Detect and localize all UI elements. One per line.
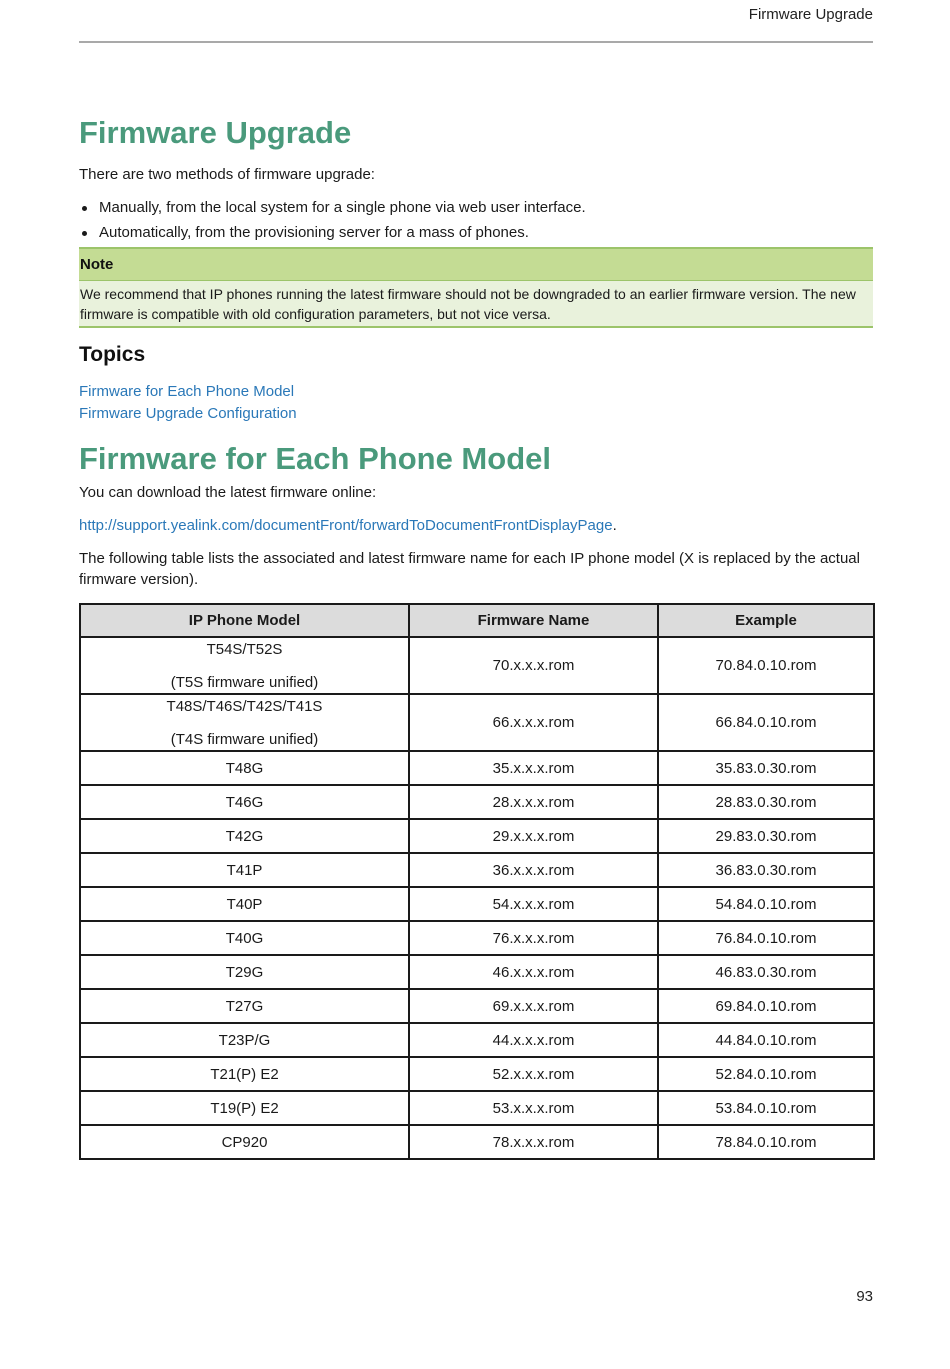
- firmware-cell: 28.x.x.x.rom: [409, 785, 658, 819]
- bullet-icon: [82, 206, 87, 211]
- document-page: [79, 0, 873, 1369]
- running-header: Firmware Upgrade: [748, 6, 873, 23]
- example-cell: 44.84.0.10.rom: [658, 1023, 874, 1057]
- example-cell: 66.84.0.10.rom: [658, 694, 874, 751]
- table-row: [80, 887, 874, 921]
- model-name: T48S/T46S/T42S/T41S: [166, 697, 323, 715]
- note-text: We recommend that IP phones running the latest firmware should not be downgraded to an earlier firmware version. The new firmware is compatible with old configuration parameters, but not vice versa.: [79, 281, 873, 326]
- model-cell: [80, 637, 409, 694]
- page-number: 93: [856, 1288, 873, 1305]
- example-cell: 76.84.0.10.rom: [658, 921, 874, 955]
- example-cell: 46.83.0.30.rom: [658, 955, 874, 989]
- table-row: [80, 819, 874, 853]
- section-title-firmware-for-each-phone-model: Firmware for Each Phone Model: [79, 441, 551, 476]
- table-row: [80, 1057, 874, 1091]
- example-cell: 54.84.0.10.rom: [658, 887, 874, 921]
- column-header-model: IP Phone Model: [80, 604, 409, 637]
- firmware-cell: 35.x.x.x.rom: [409, 751, 658, 785]
- table-row: [80, 751, 874, 785]
- topic-link-firmware-for-each-phone-model[interactable]: Firmware for Each Phone Model: [79, 383, 295, 400]
- model-cell: T48G: [80, 751, 409, 785]
- table-row: [80, 989, 874, 1023]
- example-cell: 78.84.0.10.rom: [658, 1125, 874, 1159]
- table-row: [80, 955, 874, 989]
- firmware-cell: 52.x.x.x.rom: [409, 1057, 658, 1091]
- firmware-cell: 53.x.x.x.rom: [409, 1091, 658, 1125]
- header-rule: [79, 41, 873, 43]
- model-cell: T29G: [80, 955, 409, 989]
- firmware-cell: 44.x.x.x.rom: [409, 1023, 658, 1057]
- model-cell: [80, 694, 409, 751]
- example-cell: 70.84.0.10.rom: [658, 637, 874, 694]
- model-cell: T41P: [80, 853, 409, 887]
- table-row: [80, 1091, 874, 1125]
- example-cell: 69.84.0.10.rom: [658, 989, 874, 1023]
- download-url-paragraph: [79, 515, 617, 536]
- column-header-example: Example: [658, 604, 874, 637]
- table-row: [80, 1023, 874, 1057]
- list-item-text: Automatically, from the provisioning server for a mass of phones.: [99, 224, 529, 241]
- table-row: [80, 853, 874, 887]
- model-cell: CP920: [80, 1125, 409, 1159]
- table-row: [80, 785, 874, 819]
- intro-paragraph: There are two methods of firmware upgrade:: [79, 166, 375, 183]
- download-url-link[interactable]: http://support.yealink.com/documentFront/forwardToDocumentFrontDisplayPage: [79, 517, 613, 534]
- download-paragraph: You can download the latest firmware online:: [79, 484, 377, 501]
- model-cell: T23P/G: [80, 1023, 409, 1057]
- example-cell: 28.83.0.30.rom: [658, 785, 874, 819]
- list-item-text: Manually, from the local system for a single phone via web user interface.: [99, 199, 586, 216]
- firmware-cell: 78.x.x.x.rom: [409, 1125, 658, 1159]
- model-cell: T21(P) E2: [80, 1057, 409, 1091]
- model-note: (T4S firmware unified): [170, 730, 319, 748]
- topic-link-firmware-upgrade-configuration[interactable]: Firmware Upgrade Configuration: [79, 405, 297, 422]
- example-cell: 53.84.0.10.rom: [658, 1091, 874, 1125]
- table-intro-paragraph: The following table lists the associated and latest firmware name for each IP phone model (X is replaced by the actual firmware version).: [79, 550, 860, 588]
- table-header-row: [80, 604, 874, 637]
- firmware-cell: 54.x.x.x.rom: [409, 887, 658, 921]
- firmware-cell: 69.x.x.x.rom: [409, 989, 658, 1023]
- example-cell: 35.83.0.30.rom: [658, 751, 874, 785]
- firmware-cell: 36.x.x.x.rom: [409, 853, 658, 887]
- firmware-table: [79, 603, 875, 1160]
- model-name: T54S/T52S: [206, 640, 283, 658]
- model-cell: T40P: [80, 887, 409, 921]
- firmware-cell: 46.x.x.x.rom: [409, 955, 658, 989]
- example-cell: 36.83.0.30.rom: [658, 853, 874, 887]
- table-row: [80, 694, 874, 751]
- model-cell: T19(P) E2: [80, 1091, 409, 1125]
- download-url-suffix: .: [612, 517, 617, 534]
- list-item: [79, 197, 586, 222]
- column-header-firmware: Firmware Name: [409, 604, 658, 637]
- section-title-firmware-upgrade: Firmware Upgrade: [79, 115, 352, 150]
- model-cell: T46G: [80, 785, 409, 819]
- table-row: [80, 637, 874, 694]
- firmware-cell: 66.x.x.x.rom: [409, 694, 658, 751]
- note-box: [79, 247, 873, 328]
- list-item: [79, 222, 586, 247]
- table-row: [80, 1125, 874, 1159]
- example-cell: 52.84.0.10.rom: [658, 1057, 874, 1091]
- firmware-cell: 76.x.x.x.rom: [409, 921, 658, 955]
- model-note: (T5S firmware unified): [170, 673, 319, 691]
- topics-heading: Topics: [79, 343, 146, 366]
- table-row: [80, 921, 874, 955]
- bullet-icon: [82, 231, 87, 236]
- methods-list: [79, 197, 586, 247]
- model-cell: T42G: [80, 819, 409, 853]
- model-cell: T27G: [80, 989, 409, 1023]
- firmware-cell: 29.x.x.x.rom: [409, 819, 658, 853]
- model-cell: T40G: [80, 921, 409, 955]
- example-cell: 29.83.0.30.rom: [658, 819, 874, 853]
- firmware-cell: 70.x.x.x.rom: [409, 637, 658, 694]
- note-label: Note: [79, 249, 873, 281]
